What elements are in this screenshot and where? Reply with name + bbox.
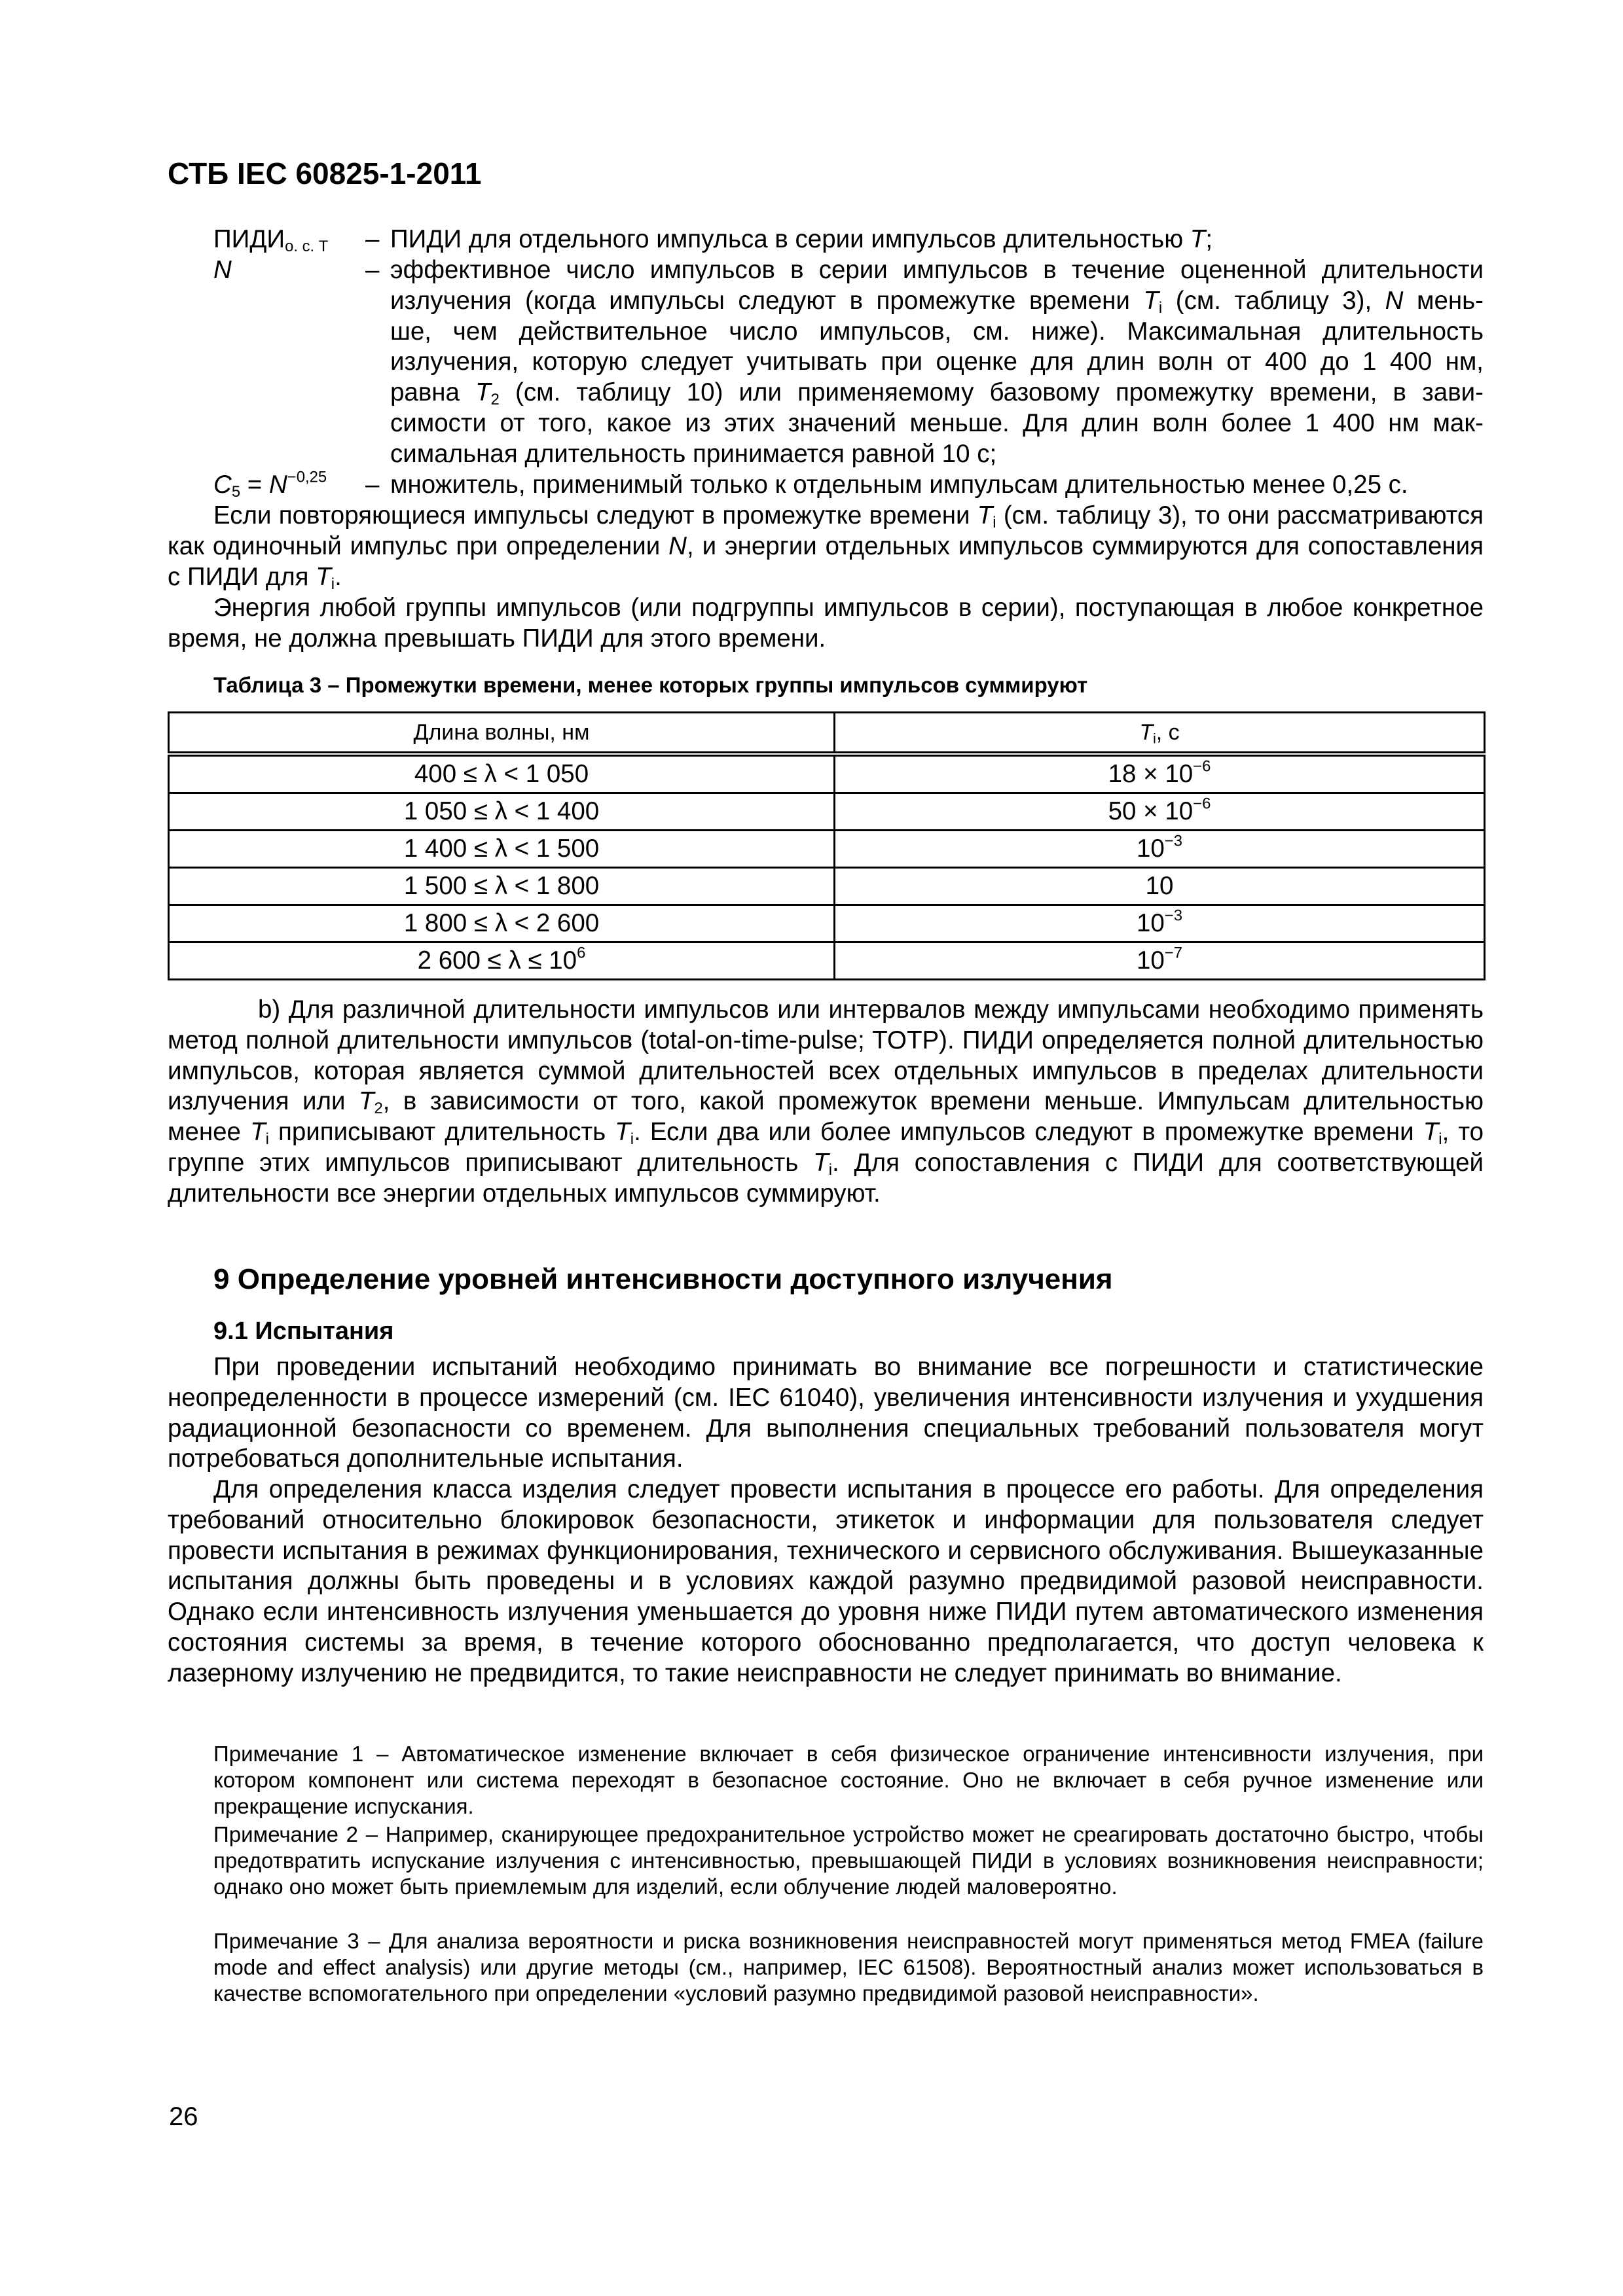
table-row — [169, 868, 1485, 905]
cell-wavelength: 1 400 ≤ λ < 1 500 — [169, 831, 835, 868]
cell-ti: 10 — [835, 868, 1485, 905]
definition-symbol: N — [213, 256, 232, 284]
paragraph-group-energy: Энергия любой группы импульсов (или подгруппы импульсов в серии), поступающая в любое конкретное время, не должна превышать ПИДИ для этого времени. — [168, 594, 1484, 653]
table-caption: Таблица 3 – Промежутки времени, менее которых группы импульсов суммируют — [213, 673, 1088, 697]
note-3: Примечание 3 – Для анализа вероятности и риска возникновения неисправностей могут применяться метод FMEA (failure mode and effect analysis) или другие методы (см., например, IEC 61508). Вероятностный анализ может использоваться в качестве вспомогательного при определении «условий разумно предвидимой разовой неисправности». — [213, 1929, 1484, 2005]
table-row — [169, 831, 1485, 868]
table-row — [169, 754, 1485, 793]
cell-wavelength: 1 800 ≤ λ < 2 600 — [169, 905, 835, 942]
definition-symbol: $ПИДИ_{о. с. Т}$ — [213, 225, 329, 255]
paragraph-item-b: b) Для различной длительности импульсов или интервалов между импульсами необходимо применять метод полной длительности импульсов (total-on-time-pulse; TOTP). ПИДИ определяется полной длительностью импульсов, которая является суммой длительностей всех отдельных импульсов в пределах длительности излучения или $T_2$, в зависимости от того, какой промежуток времени меньше. Импульсам длительностью менее $T_i$ приписывают длительность $T_i$. Если два или более импульсов следуют в промежутке времени $T_i$, то группе этих импульсов приписывают длительность $T_i$. Для сопоставления с ПИДИ для соответствующей длительности все энергии отдельных импульсов суммируют. — [168, 996, 1484, 1208]
definition-text: эффективное число импульсов в серии импульсов в течение оцененной длительности излучения (когда импульсы следуют в промежутке времени $T_i$ (см. таблицу 3), N мень- ше, чем действительное число импульсов, см. ниже). Максимальная длительность излучения, которую следует учитывать при оценке для длин волн от 400 до 1 400 нм, равна $T_2$ (см. таблицу 10) или применяемому базовому промежутку времени, в зави- симости от того, какое из этих значений меньше. Для длин волн более 1 400 нм мак- симальная длительность принимается равной 10 с; — [390, 256, 1484, 468]
column-header-ti: $T_i$, с — [835, 713, 1485, 755]
definition-pidi-ost: $ПИДИ_{о. с. Т}$ – ПИДИ для отдельного импульса в серии импульсов длительностью T; — [213, 224, 1484, 256]
list-marker: b) — [258, 996, 281, 1024]
table-3 — [168, 711, 1486, 980]
cell-wavelength: 400 ≤ λ < 1 050 — [169, 754, 835, 793]
note-1: Примечание 1 – Автоматическое изменение включает в себя физическое ограничение интенсивности излучения, при котором компонент или система переходят в безопасное состояние. Оно не включает в себя ручное изменение или прекращение испускания. — [213, 1742, 1484, 1818]
table-header-row — [169, 713, 1485, 755]
definition-c5: $C_5 = N^{-0,25}$ – множитель, применимый только к отдельным импульсам длительностью менее 0,25 с. — [213, 468, 1408, 501]
table-row — [169, 793, 1485, 831]
table-row — [169, 905, 1485, 942]
paragraph-testing-2: Для определения класса изделия следует провести испытания в процессе его работы. Для определения требований относительно блокировок безопасности, этикеток и информации для пользователя следует провести испытания в режимах функционирования, технического и сервисного обслуживания. Вышеуказанные испытания должны быть проведены и в условиях каждой разумно предвидимой разовой неисправности. Однако если интенсивность излучения уменьшается до уровня ниже ПИДИ путем автоматического изменения состояния системы за время, в течение которого обоснованно предполагается, что доступ человека к лазерному излучению не предвидится, то такие неисправности не следует принимать во внимание. — [168, 1475, 1484, 1687]
note-2: Примечание 2 – Например, сканирующее предохранительное устройство может не среагировать достаточно быстро, чтобы предотвратить испускание излучения с интенсивностью, превышающей ПИДИ в условиях возникновения неисправности; однако оно может быть приемлемым для изделий, если облучение людей маловероятно. — [213, 1822, 1484, 1899]
cell-wavelength: 1 050 ≤ λ < 1 400 — [169, 793, 835, 831]
definition-n: N – эффективное число импульсов в серии импульсов в течение оцененной длительности излучения (когда импульсы следуют в промежутке времени $T_i$ (см. таблицу 3), N мень- ше, чем действительное число импульсов, см. ниже). Максимальная длительность излучения, которую следует учитывать при оценке для длин волн от 400 до 1 400 нм, равна $T_2$ (см. таблицу 10) или применяемому базовому промежутку времени, в зави- симости от того, какое из этих значений меньше. Для длин волн более 1 400 нм мак- симальная длительность принимается равной 10 с; — [213, 255, 1484, 471]
column-header-wavelength: Длина волны, нм — [169, 713, 835, 755]
document-header-title: СТБ IEC 60825-1-2011 — [168, 156, 482, 190]
page-number: 26 — [169, 2102, 198, 2131]
cell-ti: $10^{-7}$ — [835, 942, 1485, 980]
cell-wavelength: 1 500 ≤ λ < 1 800 — [169, 868, 835, 905]
cell-ti: $10^{-3}$ — [835, 831, 1485, 868]
cell-ti: $50 \times 10^{-6}$ — [835, 793, 1485, 831]
definition-text: ПИДИ для отдельного импульса в серии импульсов длительностью T; — [390, 225, 1213, 253]
definition-symbol: $C_5 = N^{-0,25}$ — [213, 468, 327, 501]
cell-wavelength: 2 $600 \le \lambda \le 10^6$ — [169, 942, 835, 980]
cell-ti: $10^{-3}$ — [835, 905, 1485, 942]
paragraph-testing-1: При проведении испытаний необходимо принимать во внимание все погрешности и статистические неопределенности в процессе измерений (см. IEC 61040), увеличения интенсивности излучения и ухудшения радиационной безопасности со временем. Для выполнения специальных требований пользователя могут потребоваться дополнительные испытания. — [168, 1353, 1484, 1473]
cell-ti: $18 \times 10^{-6}$ — [835, 754, 1485, 793]
paragraph-repeating-pulses: Если повторяющиеся импульсы следуют в промежутке времени $T_i$ (см. таблицу 3), то они рассматриваются как одиночный импульс при определении N, и энергии отдельных импульсов суммируются для сопоставления с ПИДИ для $T_i$. — [168, 501, 1484, 593]
section-heading: 9 Определение уровней интенсивности доступного излучения — [213, 1263, 1113, 1295]
subsection-heading: 9.1 Испытания — [213, 1318, 394, 1345]
table-row — [169, 942, 1485, 980]
